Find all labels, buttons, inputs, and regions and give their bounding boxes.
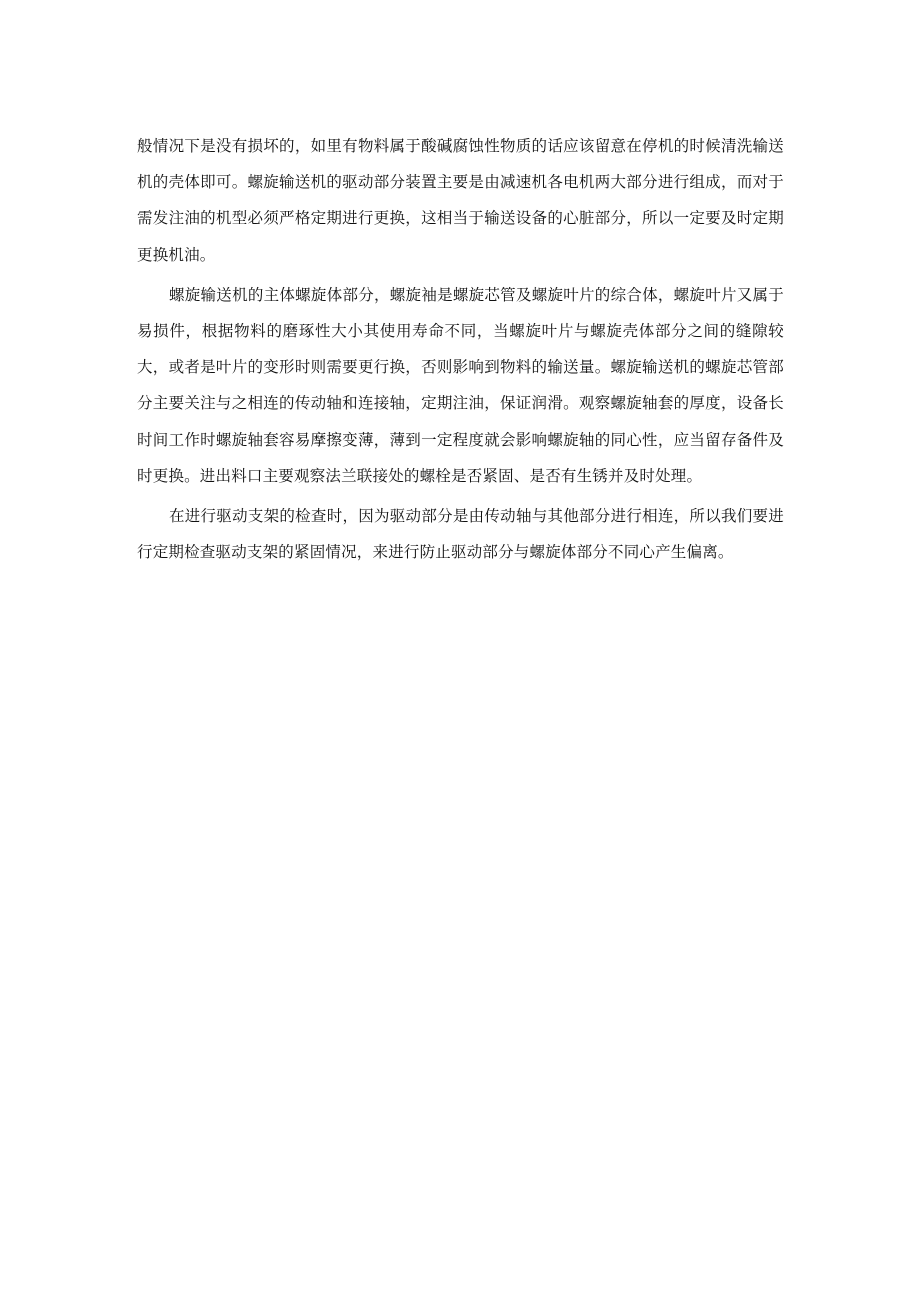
paragraph-2: 螺旋输送机的主体螺旋体部分，螺旋袖是螺旋芯管及螺旋叶片的综合体，螺旋叶片又属于易损件，根据物料的磨琢性大小其使用寿命不同，当螺旋叶片与螺旋壳体部分之间的缝隙较大，或者是叶片的变形时则需要更行换，否则影响到物料的输送量。螺旋输送机的螺旋芯管部分主要关注与之相连的传动轴和连接轴，定期注油，保证润滑。观察螺旋轴套的厚度，设备长时间工作时螺旋轴套容易摩擦变薄，薄到一定程度就会影响螺旋轴的同心性，应当留存备件及时更换。进出料口主要观察法兰联接处的螺栓是否紧固、是否有生锈并及时处理。 [137,285,784,485]
paragraph-1: 般情况下是没有损坏的，如里有物料属于酸碱腐蚀性物质的话应该留意在停机的时候清洗输送机的壳体即可。螺旋输送机的驱动部分装置主要是由减速机各电机两大部分进行组成，而对于需发注油的机型必须严格定期进行更换，这相当于输送设备的心脏部分，所以一定要及时定期更换机油。 [137,137,784,264]
document-body [137,128,784,574]
paragraph-3: 在进行驱动支架的检查时，因为驱动部分是由传动轴与其他部分进行相连，所以我们要进行定期检查驱动支架的紧固情况，来进行防止驱动部分与螺旋体部分不同心产生偏离。 [137,507,784,562]
